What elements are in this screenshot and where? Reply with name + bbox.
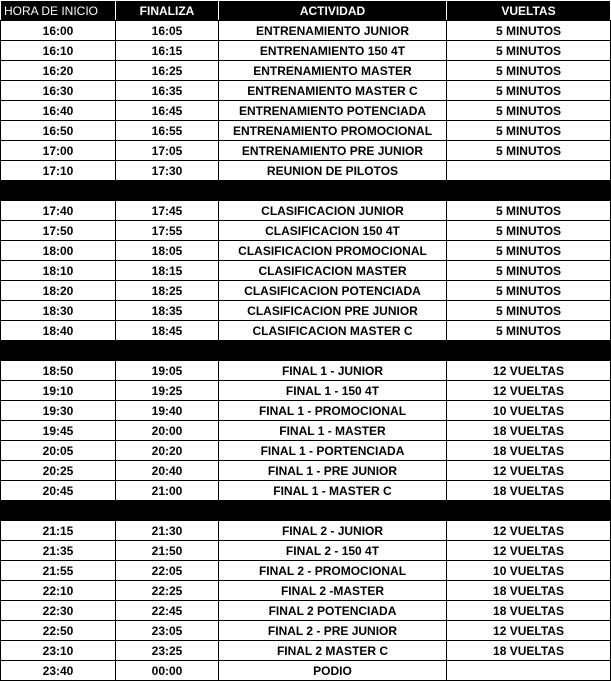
table-row (1, 441, 611, 461)
end-time-cell: 18:45 (116, 321, 219, 341)
activity-cell: CLASIFICACION PRE JUNIOR (219, 301, 447, 321)
table-row (1, 41, 611, 61)
start-time-cell: 22:50 (1, 621, 116, 641)
activity-cell: ENTRENAMIENTO PROMOCIONAL (219, 121, 447, 141)
start-time-cell: 17:50 (1, 221, 116, 241)
activity-cell: CLASIFICACION 150 4T (219, 221, 447, 241)
activity-cell: FINAL 2 POTENCIADA (219, 601, 447, 621)
activity-cell: FINAL 1 - PORTENCIADA (219, 441, 447, 461)
activity-cell: CLASIFICACION MASTER C (219, 321, 447, 341)
activity-cell: FINAL 2 - PROMOCIONAL (219, 561, 447, 581)
header-laps: VUELTAS (447, 1, 611, 21)
table-row (1, 141, 611, 161)
laps-cell: 12 VUELTAS (447, 381, 611, 401)
section-separator-row (1, 181, 611, 201)
activity-cell: CLASIFICACION POTENCIADA (219, 281, 447, 301)
table-row (1, 461, 611, 481)
laps-cell: 5 MINUTOS (447, 221, 611, 241)
end-time-cell: 16:15 (116, 41, 219, 61)
table-row (1, 201, 611, 221)
table-row (1, 361, 611, 381)
end-time-cell: 22:25 (116, 581, 219, 601)
end-time-cell: 18:05 (116, 241, 219, 261)
end-time-cell: 23:25 (116, 641, 219, 661)
start-time-cell: 18:40 (1, 321, 116, 341)
start-time-cell: 20:25 (1, 461, 116, 481)
activity-cell: ENTRENAMIENTO 150 4T (219, 41, 447, 61)
end-time-cell: 18:15 (116, 261, 219, 281)
end-time-cell: 16:35 (116, 81, 219, 101)
start-time-cell: 17:10 (1, 161, 116, 181)
activity-cell: REUNION DE PILOTOS (219, 161, 447, 181)
activity-cell: ENTRENAMIENTO PRE JUNIOR (219, 141, 447, 161)
header-end-time: FINALIZA (116, 1, 219, 21)
start-time-cell: 18:00 (1, 241, 116, 261)
activity-cell: ENTRENAMIENTO MASTER C (219, 81, 447, 101)
section-separator-row (1, 501, 611, 521)
start-time-cell: 21:55 (1, 561, 116, 581)
end-time-cell: 22:05 (116, 561, 219, 581)
activity-cell: FINAL 1 - PROMOCIONAL (219, 401, 447, 421)
activity-cell: FINAL 2 -MASTER (219, 581, 447, 601)
header-start-time: HORA DE INICIO (1, 1, 116, 21)
start-time-cell: 18:10 (1, 261, 116, 281)
laps-cell: 18 VUELTAS (447, 421, 611, 441)
table-row (1, 101, 611, 121)
activity-cell: PODIO (219, 661, 447, 681)
laps-cell: 5 MINUTOS (447, 121, 611, 141)
start-time-cell: 16:30 (1, 81, 116, 101)
end-time-cell: 21:30 (116, 521, 219, 541)
start-time-cell: 21:35 (1, 541, 116, 561)
end-time-cell: 17:55 (116, 221, 219, 241)
table-row (1, 641, 611, 661)
end-time-cell: 20:00 (116, 421, 219, 441)
laps-cell (447, 161, 611, 181)
start-time-cell: 23:40 (1, 661, 116, 681)
end-time-cell: 19:05 (116, 361, 219, 381)
end-time-cell: 23:05 (116, 621, 219, 641)
start-time-cell: 21:15 (1, 521, 116, 541)
activity-cell: FINAL 1 - MASTER C (219, 481, 447, 501)
activity-cell: CLASIFICACION MASTER (219, 261, 447, 281)
table-row (1, 561, 611, 581)
table-row (1, 81, 611, 101)
laps-cell: 18 VUELTAS (447, 601, 611, 621)
table-row (1, 521, 611, 541)
table-row (1, 161, 611, 181)
start-time-cell: 20:45 (1, 481, 116, 501)
laps-cell: 12 VUELTAS (447, 461, 611, 481)
activity-cell: CLASIFICACION PROMOCIONAL (219, 241, 447, 261)
end-time-cell: 17:45 (116, 201, 219, 221)
start-time-cell: 19:10 (1, 381, 116, 401)
activity-cell: FINAL 2 MASTER C (219, 641, 447, 661)
end-time-cell: 17:30 (116, 161, 219, 181)
activity-cell: FINAL 2 - PRE JUNIOR (219, 621, 447, 641)
start-time-cell: 17:40 (1, 201, 116, 221)
section-separator (1, 181, 611, 201)
laps-cell: 5 MINUTOS (447, 41, 611, 61)
start-time-cell: 16:50 (1, 121, 116, 141)
laps-cell: 5 MINUTOS (447, 241, 611, 261)
laps-cell: 12 VUELTAS (447, 621, 611, 641)
header-activity: ACTIVIDAD (219, 1, 447, 21)
end-time-cell: 20:20 (116, 441, 219, 461)
start-time-cell: 16:20 (1, 61, 116, 81)
end-time-cell: 16:45 (116, 101, 219, 121)
table-row (1, 481, 611, 501)
end-time-cell: 16:25 (116, 61, 219, 81)
table-row (1, 281, 611, 301)
laps-cell: 5 MINUTOS (447, 281, 611, 301)
table-row (1, 601, 611, 621)
table-row (1, 381, 611, 401)
laps-cell: 18 VUELTAS (447, 481, 611, 501)
start-time-cell: 18:20 (1, 281, 116, 301)
activity-cell: FINAL 1 - JUNIOR (219, 361, 447, 381)
start-time-cell: 20:05 (1, 441, 116, 461)
table-row (1, 241, 611, 261)
end-time-cell: 22:45 (116, 601, 219, 621)
table-row (1, 421, 611, 441)
end-time-cell: 18:35 (116, 301, 219, 321)
end-time-cell: 00:00 (116, 661, 219, 681)
laps-cell: 5 MINUTOS (447, 261, 611, 281)
laps-cell: 18 VUELTAS (447, 581, 611, 601)
start-time-cell: 23:10 (1, 641, 116, 661)
end-time-cell: 19:40 (116, 401, 219, 421)
start-time-cell: 16:40 (1, 101, 116, 121)
table-body (1, 21, 611, 681)
start-time-cell: 19:45 (1, 421, 116, 441)
activity-cell: FINAL 1 - 150 4T (219, 381, 447, 401)
start-time-cell: 16:00 (1, 21, 116, 41)
table-row (1, 321, 611, 341)
table-row (1, 61, 611, 81)
laps-cell: 18 VUELTAS (447, 641, 611, 661)
laps-cell: 5 MINUTOS (447, 61, 611, 81)
start-time-cell: 18:50 (1, 361, 116, 381)
activity-cell: FINAL 1 - MASTER (219, 421, 447, 441)
activity-cell: ENTRENAMIENTO POTENCIADA (219, 101, 447, 121)
table-row (1, 261, 611, 281)
activity-cell: CLASIFICACION JUNIOR (219, 201, 447, 221)
laps-cell: 5 MINUTOS (447, 81, 611, 101)
laps-cell: 18 VUELTAS (447, 441, 611, 461)
laps-cell: 5 MINUTOS (447, 141, 611, 161)
table-header (1, 1, 611, 21)
start-time-cell: 19:30 (1, 401, 116, 421)
table-row (1, 301, 611, 321)
activity-cell: FINAL 2 - 150 4T (219, 541, 447, 561)
table-row (1, 621, 611, 641)
laps-cell: 5 MINUTOS (447, 321, 611, 341)
start-time-cell: 17:00 (1, 141, 116, 161)
activity-cell: FINAL 1 - PRE JUNIOR (219, 461, 447, 481)
laps-cell: 12 VUELTAS (447, 361, 611, 381)
section-separator-row (1, 341, 611, 361)
laps-cell: 12 VUELTAS (447, 541, 611, 561)
end-time-cell: 17:05 (116, 141, 219, 161)
table-row (1, 541, 611, 561)
end-time-cell: 16:05 (116, 21, 219, 41)
start-time-cell: 16:10 (1, 41, 116, 61)
end-time-cell: 20:40 (116, 461, 219, 481)
laps-cell: 5 MINUTOS (447, 21, 611, 41)
table-row (1, 221, 611, 241)
start-time-cell: 22:10 (1, 581, 116, 601)
activity-cell: ENTRENAMIENTO MASTER (219, 61, 447, 81)
end-time-cell: 19:25 (116, 381, 219, 401)
activity-cell: ENTRENAMIENTO JUNIOR (219, 21, 447, 41)
laps-cell (447, 661, 611, 681)
table-row (1, 581, 611, 601)
start-time-cell: 22:30 (1, 601, 116, 621)
end-time-cell: 21:00 (116, 481, 219, 501)
end-time-cell: 18:25 (116, 281, 219, 301)
end-time-cell: 16:55 (116, 121, 219, 141)
laps-cell: 5 MINUTOS (447, 201, 611, 221)
laps-cell: 12 VUELTAS (447, 521, 611, 541)
section-separator (1, 501, 611, 521)
section-separator (1, 341, 611, 361)
laps-cell: 5 MINUTOS (447, 101, 611, 121)
table-row (1, 21, 611, 41)
laps-cell: 10 VUELTAS (447, 561, 611, 581)
activity-cell: FINAL 2 - JUNIOR (219, 521, 447, 541)
laps-cell: 5 MINUTOS (447, 301, 611, 321)
end-time-cell: 21:50 (116, 541, 219, 561)
table-row (1, 401, 611, 421)
laps-cell: 10 VUELTAS (447, 401, 611, 421)
start-time-cell: 18:30 (1, 301, 116, 321)
table-row (1, 121, 611, 141)
table-row (1, 661, 611, 681)
header-row (1, 1, 611, 21)
